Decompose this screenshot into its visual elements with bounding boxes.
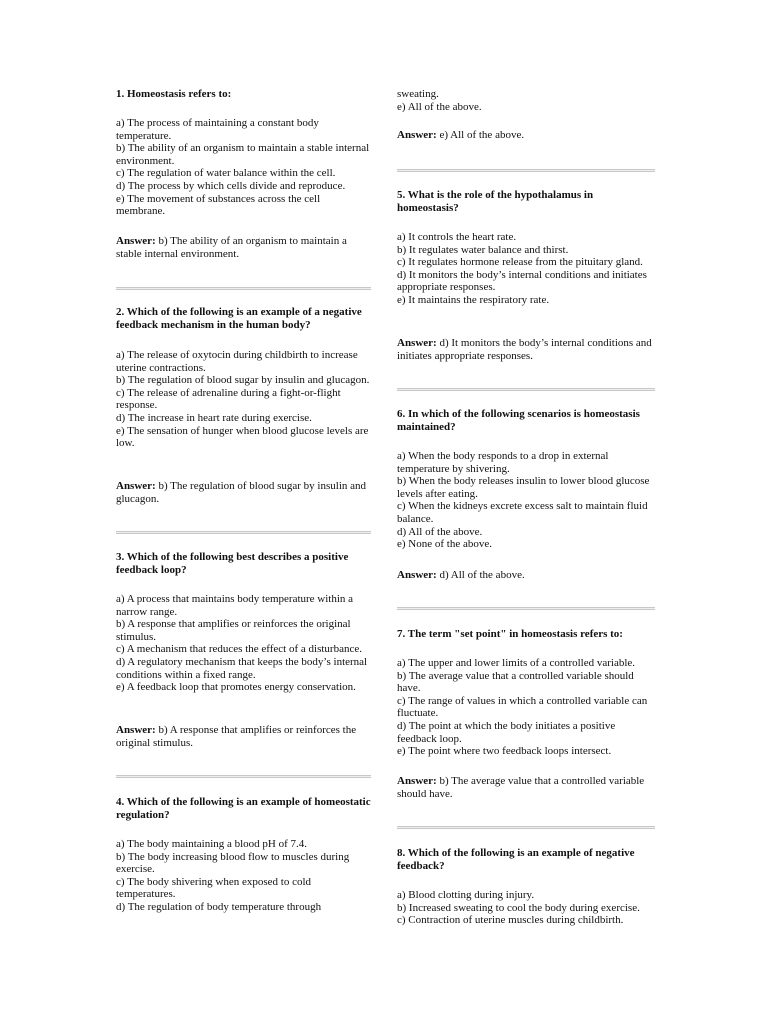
answer-label: Answer:: [397, 569, 437, 581]
answer-label: Answer:: [116, 724, 156, 736]
answer-label: Answer:: [397, 775, 437, 787]
answer-label: Answer:: [116, 480, 156, 492]
question-6-title: 6. In which of the following scenarios is homeostasis maintained?: [397, 408, 640, 433]
question-4-answer: [397, 129, 655, 142]
question-5-answer-text: d) It monitors the body’s internal conditions and initiates appropriate responses.: [397, 337, 652, 362]
question-8-options: [397, 889, 655, 927]
question-6-answer: [397, 569, 655, 582]
question-2-answer-text: b) The regulation of blood sugar by insulin and glucagon.: [116, 480, 367, 505]
question-8-title: 8. Which of the following is an example of negative feedback?: [397, 847, 635, 872]
question-7-option-a: a) The upper and lower limits of a controlled variable.: [397, 657, 636, 669]
question-3-answer: [116, 724, 371, 749]
question-7-answer-text: b) The average value that a controlled variable should have.: [397, 775, 645, 800]
question-3-option-e: e) A feedback loop that promotes energy conservation.: [116, 681, 356, 694]
question-6-option-e: e) None of the above.: [397, 538, 492, 551]
answer-label: Answer:: [397, 129, 437, 141]
question-4-option-d: d) The regulation of body temperature through: [116, 900, 322, 913]
question-6-option-a: a) When the body responds to a drop in external temperature by shivering.: [397, 450, 609, 475]
question-2-option-b: b) The regulation of blood sugar by insulin and glucagon.: [116, 374, 370, 387]
question-6-option-b: b) When the body releases insulin to lower blood glucose levels after eating.: [397, 475, 650, 500]
question-4-option-d-continued: sweating.: [397, 88, 439, 100]
question-1-option-b: b) The ability of an organism to maintain a stable internal environment.: [116, 142, 370, 167]
question-6-answer-text: d) All of the above.: [439, 569, 525, 581]
question-2-option-e: e) The sensation of hunger when blood glucose levels are low.: [116, 424, 369, 450]
answer-label: Answer:: [397, 337, 437, 349]
separator: [397, 388, 655, 391]
separator: [116, 775, 371, 778]
question-2-option-c: c) The release of adrenaline during a fight-or-flight response.: [116, 386, 341, 412]
question-5-option-e: e) It maintains the respiratory rate.: [397, 293, 550, 306]
question-3-option-b: b) A response that amplifies or reinforces the original stimulus.: [116, 618, 351, 643]
question-6-options: [397, 450, 655, 551]
question-4-option-e: e) All of the above.: [397, 100, 482, 113]
question-5-option-c: c) It regulates hormone release from the pituitary gland.: [397, 256, 643, 269]
question-7-options: [397, 657, 655, 758]
question-2-title: 2. Which of the following is an example of a negative feedback mechanism in the human body?: [116, 306, 362, 331]
question-2-option-a: a) The release of oxytocin during childbirth to increase uterine contractions.: [116, 349, 358, 374]
question-3-option-a: a) A process that maintains body temperature within a narrow range.: [116, 593, 354, 618]
question-2-answer: [116, 480, 371, 505]
separator: [397, 607, 655, 610]
question-6-option-d: d) All of the above.: [397, 525, 483, 538]
question-4-option-a: a) The body maintaining a blood pH of 7.4.: [116, 838, 308, 850]
question-4-option-c: c) The body shivering when exposed to cold temperatures.: [116, 875, 312, 901]
question-5-option-a: a) It controls the heart rate.: [397, 231, 517, 243]
question-1-options: [116, 117, 371, 218]
question-7-title: 7. The term "set point" in homeostasis refers to:: [397, 628, 623, 640]
question-5-options: [397, 231, 655, 307]
question-3-options: [116, 593, 371, 694]
question-1-answer: [116, 235, 371, 260]
question-3-option-c: c) A mechanism that reduces the effect of a disturbance.: [116, 643, 362, 656]
question-4-option-b: b) The body increasing blood flow to muscles during exercise.: [116, 850, 350, 876]
question-4-title: 4. Which of the following is an example of homeostatic regulation?: [116, 796, 371, 821]
question-1-option-d: d) The process by which cells divide and reproduce.: [116, 179, 346, 192]
question-7-option-d: d) The point at which the body initiates a positive feedback loop.: [397, 719, 616, 745]
question-5-answer: [397, 337, 655, 362]
question-7-answer: [397, 775, 655, 800]
question-3-option-d: d) A regulatory mechanism that keeps the body’s internal conditions within a fixed range.: [116, 655, 368, 681]
question-1-option-e: e) The movement of substances across the cell membrane.: [116, 192, 321, 218]
question-2-options: [116, 349, 371, 450]
question-5-option-d: d) It monitors the body’s internal conditions and initiates appropriate responses.: [397, 268, 647, 294]
question-4-options: [116, 838, 371, 914]
answer-label: Answer:: [116, 235, 156, 247]
question-5-option-b: b) It regulates water balance and thirst.: [397, 243, 569, 256]
question-1-option-a: a) The process of maintaining a constant body temperature.: [116, 117, 319, 142]
question-8-option-b: b) Increased sweating to cool the body during exercise.: [397, 901, 640, 914]
question-5-title: 5. What is the role of the hypothalamus in homeostasis?: [397, 189, 594, 214]
question-7-option-c: c) The range of values in which a controlled variable can fluctuate.: [397, 694, 648, 720]
separator: [397, 826, 655, 829]
question-4-answer-text: e) All of the above.: [439, 129, 525, 141]
question-2-option-d: d) The increase in heart rate during exercise.: [116, 411, 312, 424]
question-8-option-c: c) Contraction of uterine muscles during childbirth.: [397, 914, 624, 927]
question-8-option-a: a) Blood clotting during injury.: [397, 889, 535, 901]
question-7-option-b: b) The average value that a controlled variable should have.: [397, 669, 634, 695]
question-4-continued-options: [397, 88, 655, 113]
question-1-answer-text: b) The ability of an organism to maintain a stable internal environment.: [116, 235, 347, 260]
separator: [116, 287, 371, 290]
separator: [397, 169, 655, 172]
question-6-option-c: c) When the kidneys excrete excess salt to maintain fluid balance.: [397, 500, 648, 525]
question-1-title: 1. Homeostasis refers to:: [116, 88, 232, 100]
question-1-option-c: c) The regulation of water balance within the cell.: [116, 167, 336, 180]
question-3-answer-text: b) A response that amplifies or reinforces the original stimulus.: [116, 724, 357, 749]
question-7-option-e: e) The point where two feedback loops intersect.: [397, 745, 612, 758]
question-3-title: 3. Which of the following best describes a positive feedback loop?: [116, 551, 349, 576]
separator: [116, 531, 371, 534]
